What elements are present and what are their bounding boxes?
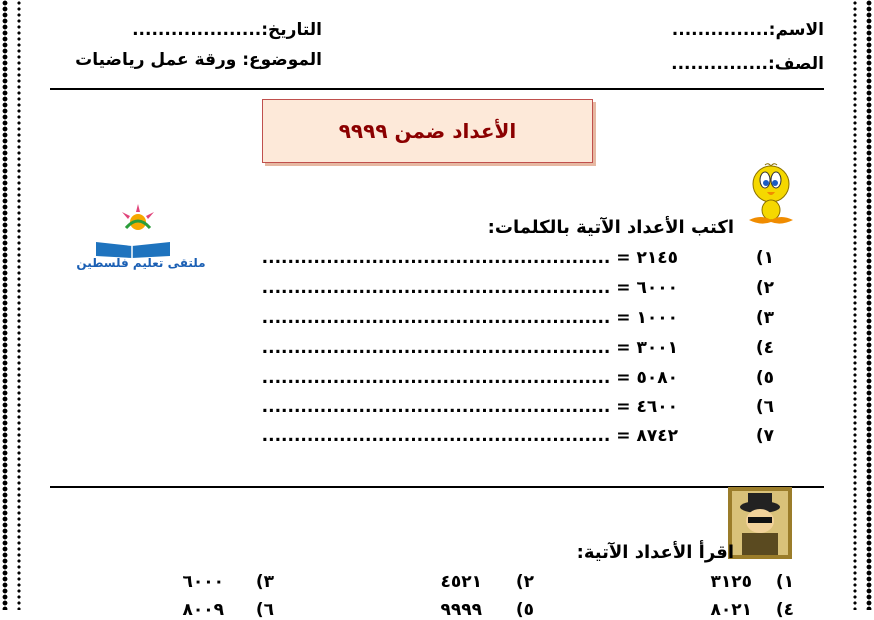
class-field: الصف:............... [671, 54, 824, 74]
item-num: ٢) [755, 278, 774, 298]
item-num: ٦) [755, 397, 774, 417]
site-logo [66, 200, 216, 280]
sun-logo-icon [116, 200, 160, 238]
book-logo-icon [94, 238, 172, 258]
item-value: ٤٦٠٠ = ...................................................... [261, 397, 678, 417]
worksheet-title: الأعداد ضمن ٩٩٩٩ [262, 99, 593, 163]
read-item-value: ٣١٢٥ [710, 572, 752, 592]
read-item-value: ٦٠٠٠ [182, 572, 224, 592]
item-value: ٣٠٠١ = ...................................................... [261, 338, 678, 358]
read-item-value: ٨٠٢١ [710, 600, 752, 620]
logo-text: ملتقى تعليم فلسطين [76, 256, 206, 270]
read-item-num: ١) [775, 572, 794, 592]
item-num: ١) [755, 248, 774, 268]
section2-heading: اقرأ الأعداد الآتية: [576, 542, 734, 563]
item-value: ٦٠٠٠ = ...................................................... [261, 278, 678, 298]
left-border [0, 0, 10, 610]
right-dotted-line [852, 0, 858, 610]
read-item-value: ٨٠٠٩ [182, 600, 224, 620]
bird-mascot-icon [741, 162, 799, 230]
item-num: ٧) [755, 426, 774, 446]
name-field: الاسم:............... [671, 20, 824, 40]
item-value: ٨٧٤٢ = ...................................................... [261, 426, 678, 446]
read-item-num: ٥) [515, 600, 534, 620]
subject-field: الموضوع: ورقة عمل رياضيات [75, 50, 322, 70]
read-item-num: ٢) [515, 572, 534, 592]
item-value: ٢١٤٥ = ...................................................... [261, 248, 678, 268]
read-item-value: ٤٥٢١ [440, 572, 482, 592]
item-num: ٣) [755, 308, 774, 328]
read-item-num: ٤) [775, 600, 794, 620]
read-item-value: ٩٩٩٩ [440, 600, 482, 620]
date-field: التاريخ:.................... [132, 20, 322, 40]
section1-heading: اكتب الأعداد الآتية بالكلمات: [487, 217, 734, 238]
left-dotted-line [16, 0, 22, 610]
right-border [864, 0, 874, 610]
item-num: ٥) [755, 368, 774, 388]
section-divider [50, 486, 824, 488]
detective-mascot-icon [728, 487, 792, 559]
read-item-num: ٦) [255, 600, 274, 620]
header-divider [50, 88, 824, 90]
item-num: ٤) [755, 338, 774, 358]
item-value: ١٠٠٠ = ...................................................... [261, 308, 678, 328]
item-value: ٥٠٨٠ = ...................................................... [261, 368, 678, 388]
read-item-num: ٣) [255, 572, 274, 592]
